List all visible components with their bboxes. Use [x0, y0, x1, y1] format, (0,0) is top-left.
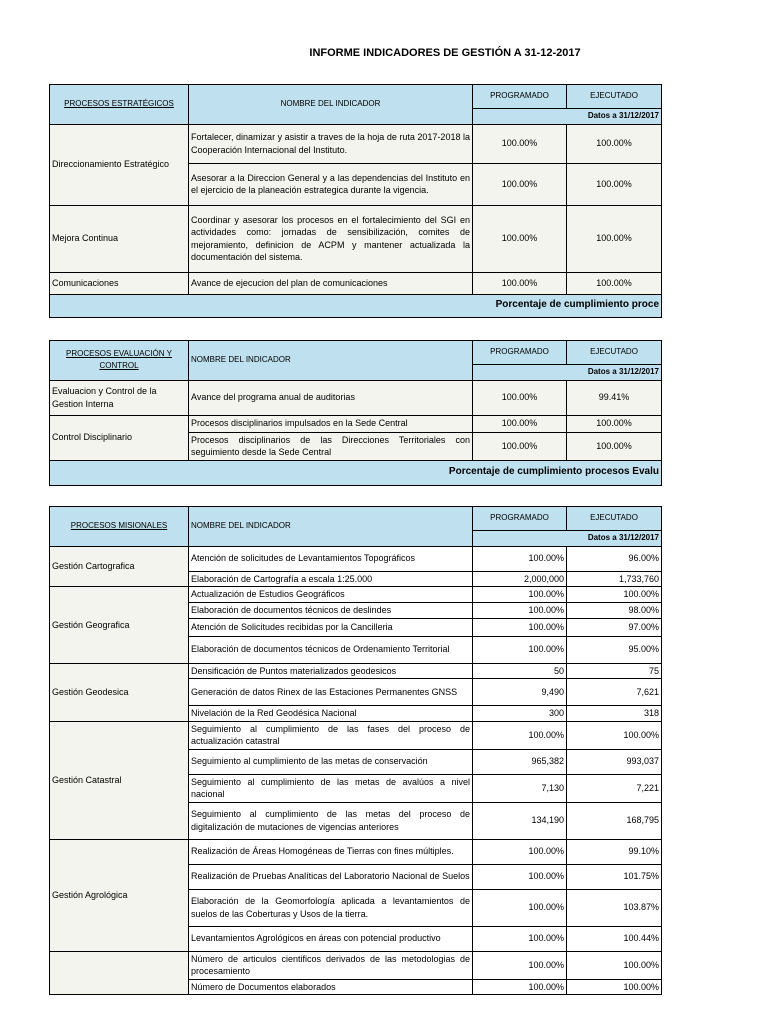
programado-cell: 100.00%	[473, 889, 567, 926]
indicator-cell: Nivelación de la Red Geodésica Nacional	[189, 706, 473, 722]
header-ejecutado: EJECUTADO	[567, 85, 662, 109]
ejecutado-cell: 100.00%	[567, 979, 662, 995]
indicator-cell: Generación de datos Rinex de las Estaciones Permanentes GNSS	[189, 679, 473, 706]
ejecutado-cell: 100.00%	[567, 205, 662, 272]
programado-cell: 7,130	[473, 774, 567, 802]
indicator-cell: Densificación de Puntos materializados geodesicos	[189, 663, 473, 679]
header-nombre-indicador: NOMBRE DEL INDICADOR	[189, 341, 473, 381]
programado-cell: 100.00%	[473, 415, 567, 432]
indicator-cell: Seguimiento al cumplimiento de las fases del proceso de actualización catastral	[189, 721, 473, 749]
programado-cell: 100.00%	[473, 951, 567, 979]
programado-cell: 100.00%	[473, 205, 567, 272]
ejecutado-cell: 993,037	[567, 749, 662, 774]
indicator-cell: Elaboración de Cartografía a escala 1:25.000	[189, 571, 473, 587]
indicator-cell: Avance de ejecucion del plan de comunicaciones	[189, 272, 473, 294]
ejecutado-cell: 7,621	[567, 679, 662, 706]
programado-cell: 134,190	[473, 802, 567, 839]
process-cell: Gestión Agrológica	[50, 839, 189, 951]
programado-cell: 100.00%	[473, 979, 567, 995]
summary-cell: Porcentaje de cumplimiento proce	[50, 294, 662, 317]
ejecutado-cell: 100.00%	[567, 721, 662, 749]
indicator-cell: Elaboración de documentos técnicos de Ordenamiento Territorial	[189, 636, 473, 663]
indicator-cell: Atención de solicitudes de Levantamientos Topográficos	[189, 546, 473, 571]
programado-cell: 9,490	[473, 679, 567, 706]
ejecutado-cell: 1,733,760	[567, 571, 662, 587]
indicator-cell: Fortalecer, dinamizar y asistir a traves de la hoja de ruta 2017-2018 la Cooperación Internacional del Instituto.	[189, 124, 473, 163]
ejecutado-cell: 100.00%	[567, 163, 662, 205]
process-cell: Gestión Geografica	[50, 587, 189, 664]
ejecutado-cell: 95.00%	[567, 636, 662, 663]
programado-cell: 100.00%	[473, 587, 567, 603]
ejecutado-cell: 100.00%	[567, 951, 662, 979]
programado-cell: 100.00%	[473, 163, 567, 205]
process-cell: Evaluacion y Control de la Gestion Interna	[50, 380, 189, 415]
programado-cell: 100.00%	[473, 602, 567, 618]
table-procesos-estrategicos	[49, 84, 662, 318]
programado-cell: 2,000,000	[473, 571, 567, 587]
table-procesos-misionales	[49, 506, 662, 995]
programado-cell: 100.00%	[473, 124, 567, 163]
ejecutado-cell: 168,795	[567, 802, 662, 839]
programado-cell: 100.00%	[473, 864, 567, 889]
header-ejecutado: EJECUTADO	[567, 341, 662, 365]
ejecutado-cell: 100.00%	[567, 587, 662, 603]
indicator-cell: Elaboración de documentos técnicos de deslindes	[189, 602, 473, 618]
programado-cell: 100.00%	[473, 839, 567, 864]
report-title: INFORME INDICADORES DE GESTIÓN A 31-12-2017	[309, 47, 581, 59]
header-datos: Datos a 31/12/2017	[473, 109, 662, 125]
indicator-cell: Realización de Pruebas Analíticas del Laboratorio Nacional de Suelos	[189, 864, 473, 889]
ejecutado-cell: 100.00%	[567, 124, 662, 163]
indicator-cell: Seguimiento al cumplimiento de las metas del proceso de digitalización de mutaciones de vigencias anteriores	[189, 802, 473, 839]
indicator-cell: Actualización de Estudios Geográficos	[189, 587, 473, 603]
indicator-cell: Asesorar a la Direccion General y a las dependencias del Instituto en el ejercicio de la planeación estrategica durante la vigencia.	[189, 163, 473, 205]
header-programado: PROGRAMADO	[473, 341, 567, 365]
process-cell: Control Disciplinario	[50, 415, 189, 460]
ejecutado-cell: 98.00%	[567, 602, 662, 618]
ejecutado-cell: 103.87%	[567, 889, 662, 926]
summary-cell: Porcentaje de cumplimiento procesos Evalu	[50, 460, 662, 485]
programado-cell: 100.00%	[473, 636, 567, 663]
process-cell	[50, 951, 189, 995]
header-programado: PROGRAMADO	[473, 85, 567, 109]
programado-cell: 965,382	[473, 749, 567, 774]
ejecutado-cell: 7,221	[567, 774, 662, 802]
ejecutado-cell: 99.41%	[567, 380, 662, 415]
header-procesos: PROCESOS EVALUACIÓN Y CONTROL	[50, 341, 189, 381]
programado-cell: 50	[473, 663, 567, 679]
ejecutado-cell: 100.44%	[567, 926, 662, 951]
header-programado: PROGRAMADO	[473, 507, 567, 531]
ejecutado-cell: 100.00%	[567, 415, 662, 432]
indicator-cell: Avance del programa anual de auditorias	[189, 380, 473, 415]
process-cell: Direccionamiento Estratégico	[50, 124, 189, 205]
programado-cell: 100.00%	[473, 272, 567, 294]
indicator-cell: Procesos disciplinarios impulsados en la Sede Central	[189, 415, 473, 432]
header-nombre-indicador: NOMBRE DEL INDICADOR	[189, 507, 473, 547]
ejecutado-cell: 100.00%	[567, 272, 662, 294]
programado-cell: 100.00%	[473, 546, 567, 571]
header-ejecutado: EJECUTADO	[567, 507, 662, 531]
programado-cell: 100.00%	[473, 926, 567, 951]
ejecutado-cell: 75	[567, 663, 662, 679]
indicator-cell: Coordinar y asesorar los procesos en el fortalecimiento del SGI en actividades como: jornadas de sensibilización, comites de mejoramiento, definicion de ACPM y mantener actualizada la documentación del sistema.	[189, 205, 473, 272]
programado-cell: 100.00%	[473, 721, 567, 749]
header-nombre-indicador: NOMBRE DEL INDICADOR	[189, 85, 473, 125]
header-datos: Datos a 31/12/2017	[473, 531, 662, 547]
indicator-cell: Atención de Solicitudes recibidas por la Cancilleria	[189, 618, 473, 636]
header-procesos: PROCESOS ESTRATÉGICOS	[50, 85, 189, 125]
indicator-cell: Seguimiento al cumplimiento de las metas de conservación	[189, 749, 473, 774]
process-cell: Gestión Catastral	[50, 721, 189, 839]
process-cell: Comunicaciones	[50, 272, 189, 294]
process-cell: Gestión Cartografica	[50, 546, 189, 587]
programado-cell: 100.00%	[473, 380, 567, 415]
header-procesos: PROCESOS MISIONALES	[50, 507, 189, 547]
programado-cell: 100.00%	[473, 618, 567, 636]
ejecutado-cell: 318	[567, 706, 662, 722]
table-procesos-evaluacion	[49, 340, 662, 486]
indicator-cell: Procesos disciplinarios de las Direcciones Territoriales con seguimiento desde la Sede Central	[189, 432, 473, 460]
ejecutado-cell: 99.10%	[567, 839, 662, 864]
indicator-cell: Número de Documentos elaborados	[189, 979, 473, 995]
header-datos: Datos a 31/12/2017	[473, 365, 662, 381]
indicator-cell: Realización de Áreas Homogéneas de Tierras con fines múltiples.	[189, 839, 473, 864]
ejecutado-cell: 96.00%	[567, 546, 662, 571]
ejecutado-cell: 101.75%	[567, 864, 662, 889]
ejecutado-cell: 100.00%	[567, 432, 662, 460]
process-cell: Mejora Continua	[50, 205, 189, 272]
programado-cell: 100.00%	[473, 432, 567, 460]
indicator-cell: Seguimiento al cumplimiento de las metas de avalúos a nivel nacional	[189, 774, 473, 802]
indicator-cell: Levantamientos Agrológicos en áreas con potencial productivo	[189, 926, 473, 951]
process-cell: Gestión Geodesica	[50, 663, 189, 721]
ejecutado-cell: 97.00%	[567, 618, 662, 636]
programado-cell: 300	[473, 706, 567, 722]
indicator-cell: Número de articulos cientificos derivados de las metodologias de procesamiento	[189, 951, 473, 979]
indicator-cell: Elaboración de la Geomorfología aplicada a levantamientos de suelos de las Coberturas y Usos de la tierra.	[189, 889, 473, 926]
